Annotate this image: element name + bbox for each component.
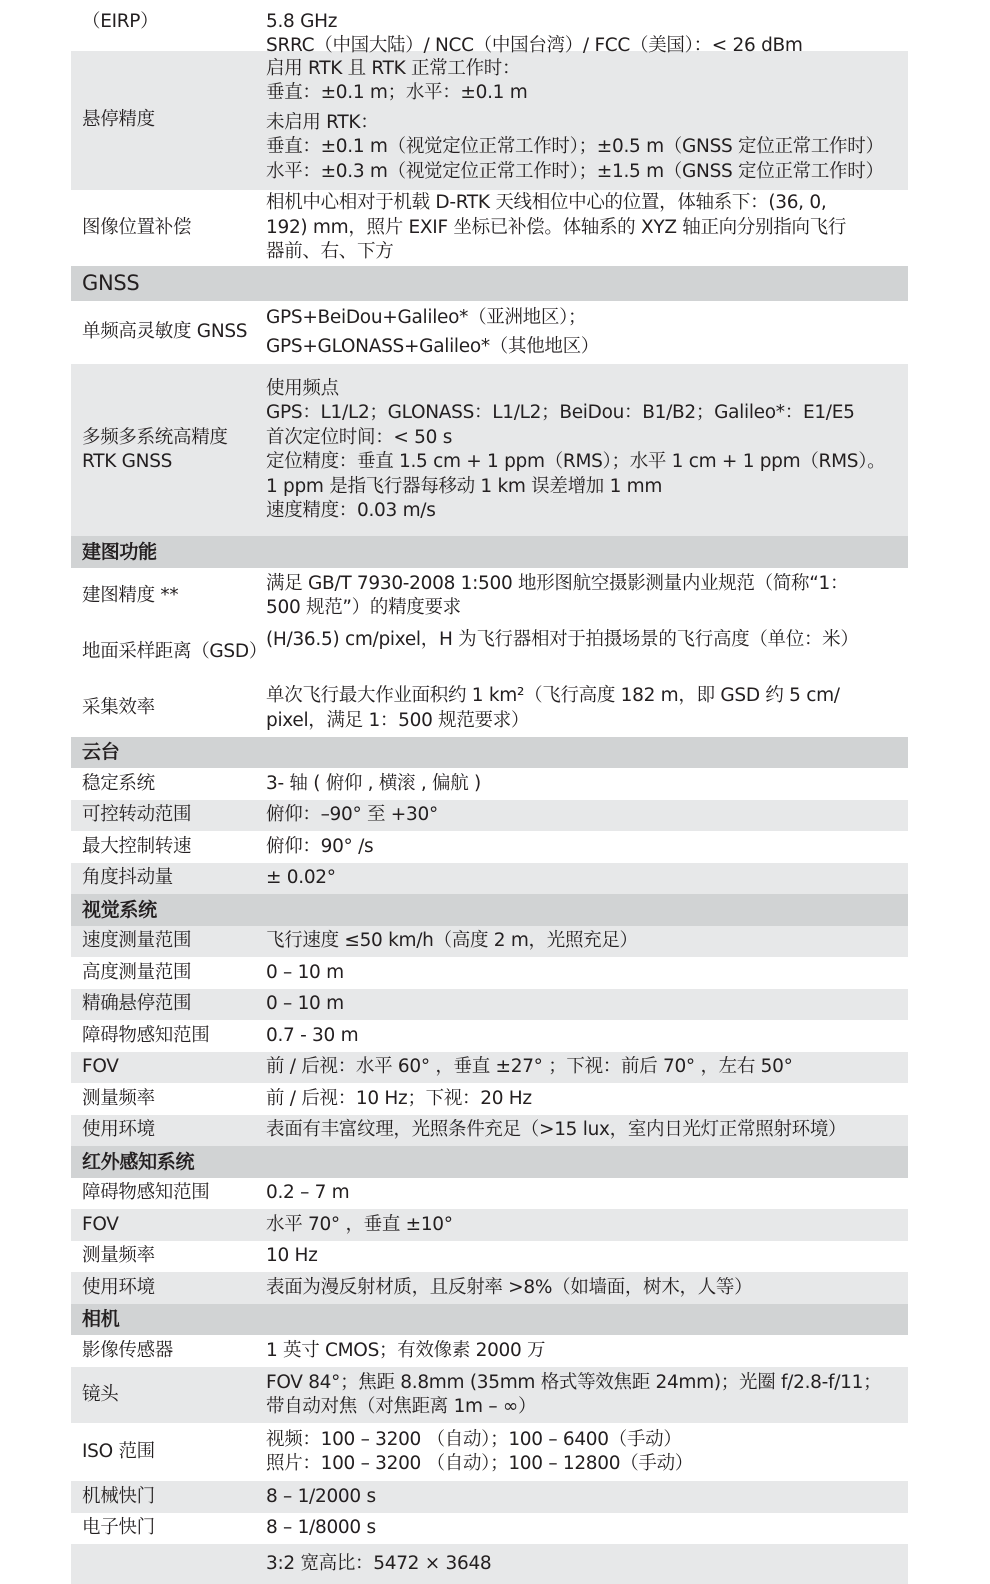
spec-row <box>71 1083 908 1115</box>
spec-value-line: 定位精度：垂直 1.5 cm + 1 ppm（RMS）；水平 1 cm + 1 ppm（RMS）。 <box>266 451 886 472</box>
spec-value <box>266 1209 908 1241</box>
spec-row <box>71 1481 908 1513</box>
spec-value-line: 192) mm，照片 EXIF 坐标已补偿。体轴系的 XYZ 轴正向分别指向飞行 <box>266 216 847 238</box>
spec-value <box>266 1241 908 1272</box>
spec-value-line: 8 – 1/2000 s <box>266 1485 376 1507</box>
spec-row <box>71 0 908 57</box>
spec-label: 采集效率 <box>82 697 155 719</box>
spec-value <box>266 568 908 624</box>
spec-row <box>71 364 908 536</box>
spec-row <box>71 989 908 1020</box>
spec-label: （EIRP） <box>82 10 159 32</box>
spec-label <box>71 1544 266 1584</box>
spec-value-line: 速度精度：0.03 m/s <box>266 500 436 521</box>
spec-value-line: 首次定位时间：< 50 s <box>266 426 453 448</box>
spec-value-line: 垂直：±0.1 m（视觉定位正常工作时）；±0.5 m（GNSS 定位正常工作时） <box>266 136 884 158</box>
spec-value <box>266 364 908 536</box>
section-title: 云台 <box>82 741 120 764</box>
spec-value <box>266 800 908 831</box>
spec-label: 多频多系统高精度 RTK GNSS <box>82 426 228 472</box>
spec-value <box>266 926 908 957</box>
spec-label: 角度抖动量 <box>82 867 174 889</box>
spec-value <box>266 989 908 1020</box>
spec-row <box>71 1115 908 1146</box>
spec-label: 使用环境 <box>82 1119 155 1141</box>
spec-value <box>266 957 908 989</box>
section-title: GNSS <box>82 271 140 296</box>
spec-label: 建图精度 ** <box>82 584 179 606</box>
spec-row <box>71 1241 908 1272</box>
spec-label: FOV <box>82 1213 119 1235</box>
spec-value-line: ± 0.02° <box>266 867 336 889</box>
spec-row <box>71 957 908 989</box>
spec-label: 电子快门 <box>82 1517 155 1539</box>
spec-value-line: 1 英寸 CMOS；有效像素 2000 万 <box>266 1339 546 1361</box>
spec-row <box>71 1335 908 1367</box>
spec-value-line: 照片：100 – 3200 （自动）；100 – 12800（手动） <box>266 1453 694 1474</box>
spec-value-line: 启用 RTK 且 RTK 正常工作时： <box>266 57 521 79</box>
spec-value <box>266 1083 908 1115</box>
spec-row <box>71 301 908 364</box>
spec-label: 精确悬停范围 <box>82 993 192 1015</box>
spec-value-line: 8 – 1/8000 s <box>266 1517 376 1539</box>
spec-row <box>71 1513 908 1544</box>
spec-label: 测量频率 <box>82 1087 155 1109</box>
spec-label: 使用环境 <box>82 1276 155 1298</box>
spec-value-line: FOV 84°；焦距 8.8mm (35mm 格式等效焦距 24mm)；光圈 f/2.8-f/11； <box>266 1371 882 1393</box>
spec-value-line: (H/36.5) cm/pixel，H 为飞行器相对于拍摄场景的飞行高度（单位：米） <box>266 628 859 650</box>
spec-label: 障碍物感知范围 <box>82 1182 210 1204</box>
spec-row <box>71 800 908 831</box>
spec-value-line: pixel，满足 1：500 规范要求） <box>266 709 530 731</box>
section-title: 视觉系统 <box>82 898 157 921</box>
spec-label: ISO 范围 <box>82 1440 155 1462</box>
spec-row <box>71 1052 908 1083</box>
spec-value-line: 水平 70° ，垂直 ±10° <box>266 1213 453 1235</box>
section-header <box>71 266 908 301</box>
spec-label: 镜头 <box>82 1383 119 1405</box>
spec-row <box>71 926 908 957</box>
spec-value-line: 0 – 10 m <box>266 961 344 983</box>
spec-value-line: 1 ppm 是指飞行器每移动 1 km 误差增加 1 mm <box>266 475 663 497</box>
spec-row <box>71 190 908 266</box>
spec-value-line: 器前、右、下方 <box>266 241 394 263</box>
spec-value-line: 水平：±0.3 m（视觉定位正常工作时）；±1.5 m（GNSS 定位正常工作时） <box>266 160 884 182</box>
spec-row <box>71 1020 908 1052</box>
section-title: 建图功能 <box>82 540 157 563</box>
spec-value <box>266 863 908 894</box>
spec-value <box>266 1020 908 1052</box>
spec-value <box>266 1423 908 1481</box>
section-header <box>71 536 908 568</box>
spec-row <box>71 1178 908 1209</box>
spec-value-line: 相机中心相对于机载 D-RTK 天线相位中心的位置，体轴系下：(36, 0, <box>266 192 827 214</box>
spec-value-line: 带自动对焦（对焦距离 1m – ∞） <box>266 1396 537 1417</box>
spec-value-line: SRRC（中国大陆）/ NCC（中国台湾）/ FCC（美国）：< 26 dBm <box>266 35 803 57</box>
spec-value-line <box>266 0 900 10</box>
spec-value-line: 飞行速度 ≤50 km/h（高度 2 m，光照充足） <box>266 930 638 952</box>
spec-label: 速度测量范围 <box>82 930 192 952</box>
spec-value-line: 单次飞行最大作业面积约 1 km²（飞行高度 182 m，即 GSD 约 5 cm/ <box>266 685 840 706</box>
spec-label: 稳定系统 <box>82 772 155 794</box>
spec-value-line: 使用频点 <box>266 377 339 399</box>
spec-value <box>266 1115 908 1146</box>
section-header <box>71 1304 908 1335</box>
spec-value-line: 500 规范”）的精度要求 <box>266 597 461 618</box>
spec-value <box>266 301 908 364</box>
spec-value-line: 视频：100 – 3200 （自动）；100 – 6400（手动） <box>266 1428 682 1450</box>
spec-value <box>266 1052 908 1083</box>
spec-value-line: 俯仰：–90° 至 +30° <box>266 804 438 826</box>
spec-table <box>71 0 908 1584</box>
spec-row <box>71 1423 908 1481</box>
section-header <box>71 737 908 768</box>
section-title: 相机 <box>82 1308 120 1331</box>
spec-row <box>71 624 908 680</box>
spec-label: 障碍物感知范围 <box>82 1024 210 1046</box>
spec-value-line: 0 – 10 m <box>266 993 344 1015</box>
spec-row <box>71 568 908 624</box>
spec-value-line: GPS+GLONASS+Galileo*（其他地区） <box>266 336 600 357</box>
spec-value <box>266 768 908 800</box>
spec-row <box>71 768 908 800</box>
spec-value-line: 垂直：±0.1 m；水平：±0.1 m <box>266 82 528 104</box>
spec-value-line: 3:2 宽高比：5472 × 3648 <box>266 1552 492 1574</box>
spec-value <box>266 680 908 737</box>
spec-label: FOV <box>82 1056 119 1078</box>
spec-row <box>71 831 908 863</box>
spec-value-line: 俯仰：90° /s <box>266 835 374 857</box>
spec-row <box>71 1209 908 1241</box>
spec-label: 图像位置补偿 <box>82 216 192 238</box>
spec-label: 机械快门 <box>82 1485 155 1507</box>
spec-value <box>266 1178 908 1209</box>
section-header <box>71 894 908 926</box>
spec-value <box>266 1481 908 1513</box>
spec-value-line: 前 / 后视：水平 60° ，垂直 ±27° ；下视：前后 70° ，左右 50° <box>266 1056 793 1078</box>
spec-value-line: 未启用 RTK： <box>266 111 379 133</box>
spec-label: 可控转动范围 <box>82 804 192 826</box>
spec-row <box>71 680 908 737</box>
spec-value <box>266 831 908 863</box>
spec-row <box>71 863 908 894</box>
spec-label: 测量频率 <box>82 1245 155 1267</box>
spec-label: 最大控制转速 <box>82 835 192 857</box>
spec-value <box>266 51 908 190</box>
spec-value-line: 表面为漫反射材质，且反射率 >8%（如墙面，树木，人等） <box>266 1276 753 1298</box>
spec-value <box>266 1367 908 1423</box>
spec-value <box>266 1544 908 1584</box>
spec-label: 高度测量范围 <box>82 961 192 983</box>
spec-label: 地面采样距离（GSD） <box>82 640 268 662</box>
spec-row <box>71 1544 908 1584</box>
spec-value-line: 0.2 – 7 m <box>266 1182 350 1204</box>
spec-value-line: 5.8 GHz <box>266 10 338 32</box>
spec-value-line: 前 / 后视：10 Hz；下视：20 Hz <box>266 1087 532 1109</box>
spec-label: 悬停精度 <box>82 109 155 131</box>
spec-value <box>266 1272 908 1304</box>
spec-value-line: 10 Hz <box>266 1245 318 1267</box>
spec-row <box>71 1367 908 1423</box>
spec-label: 影像传感器 <box>82 1339 174 1361</box>
spec-row <box>71 1272 908 1304</box>
spec-value <box>266 190 908 266</box>
spec-value <box>266 1513 908 1544</box>
spec-value-line: 表面有丰富纹理，光照条件充足（>15 lux，室内日光灯正常照射环境） <box>266 1119 847 1141</box>
spec-value-line <box>266 652 900 677</box>
spec-value-line: 3- 轴 ( 俯仰 , 横滚 , 偏航 ) <box>266 772 481 794</box>
spec-value-line: 满足 GB/T 7930-2008 1:500 地形图航空摄影测量内业规范（简称“1： <box>266 572 849 594</box>
spec-value <box>266 624 908 680</box>
spec-value <box>266 1335 908 1367</box>
spec-value-line: GPS+BeiDou+Galileo*（亚洲地区）； <box>266 306 587 328</box>
spec-label: 单频高灵敏度 GNSS <box>82 321 248 343</box>
spec-value-line: 0.7 - 30 m <box>266 1024 359 1046</box>
spec-value-line: GPS：L1/L2；GLONASS：L1/L2；BeiDou：B1/B2；Galileo*：E1/E5 <box>266 402 855 423</box>
section-title: 红外感知系统 <box>82 1150 195 1173</box>
spec-value <box>266 0 908 57</box>
spec-row <box>71 51 908 190</box>
section-header <box>71 1146 908 1178</box>
